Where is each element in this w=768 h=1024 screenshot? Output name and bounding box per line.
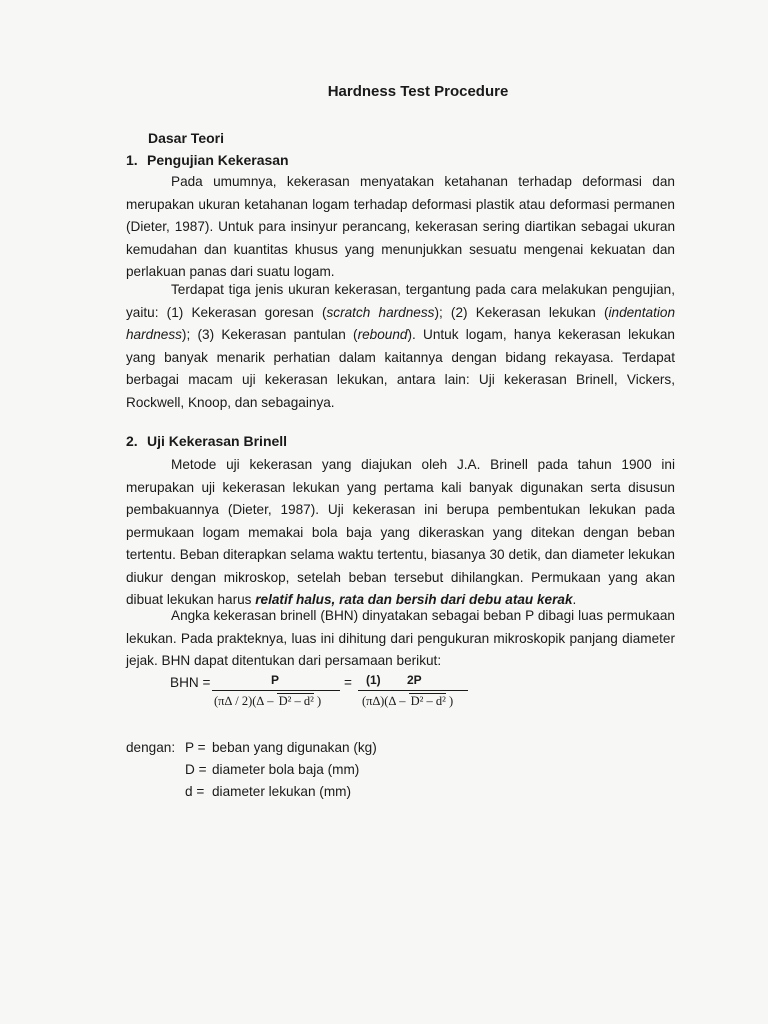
definition-symbol: P = — [185, 740, 206, 755]
section-2-paragraph-1: Metode uji kekerasan yang diajukan oleh J.A. Brinell pada tahun 1900 ini merupakan uji kekerasan lekukan yang pertama kali banyak digunakan serta disusun pembakuannya (Dieter, 1987). Uji kekerasan ini berupa pembentukan lekukan pada permukaan logam memakai bola baja yang dikeraskan yang ditekan dengan beban tertentu. Beban diterapkan selama waktu tertentu, biasanya 30 detik, dan diameter lekukan diukur dengan mikroskop, setelah beban tersebut dihilangkan. Permukaan yang akan dibuat lekukan harus relatif halus, rata dan bersih dari debu atau kerak. — [126, 457, 675, 607]
formula-fraction-line-1 — [212, 690, 340, 691]
formula-denominator-2: (π∆)(∆ – D² – d² ) — [362, 694, 454, 708]
formula-numerator-2: 2P — [407, 673, 422, 687]
definitions-lead: dengan: — [126, 740, 176, 755]
formula-numerator-1: P — [271, 673, 280, 687]
section-2-number: 2. — [126, 433, 138, 449]
definition-text: diameter bola baja (mm) — [212, 762, 360, 777]
sqrt-symbol-2: D² – d² — [410, 694, 446, 708]
formula-denominator-1: (π∆ / 2)(∆ – D² – d² ) — [214, 694, 322, 708]
section-intro-heading: Dasar Teori — [148, 130, 224, 146]
section-2-paragraph-2: Angka kekerasan brinell (BHN) dinyatakan sebagai beban P dibagi luas permukaan lekukan. Pada prakteknya, luas ini dihitung dari pengukuran mikroskopik panjang diameter jejak. BHN dapat ditentukan dari persamaan berikut: — [126, 608, 675, 668]
definition-symbol: D = — [185, 762, 207, 777]
section-1-paragraph-1: Pada umumnya, kekerasan menyatakan ketahanan terhadap deformasi dan merupakan ukuran ketahanan logam terhadap deformasi plastik atau deformasi permanen (Dieter, 1987). Untuk para insinyur perancang, kekerasan sering diartikan sebagai ukuran kemudahan dan kuantitas khusus yang menunjukkan sesuatu mengenai kekuatan dan perlakuan panas dari suatu logam. — [126, 174, 675, 279]
section-1-paragraph-2: Terdapat tiga jenis ukuran kekerasan, tergantung pada cara melakukan pengujian, yaitu: (1) Kekerasan goresan (scratch hardness); (2) Kekerasan lekukan (indentation hardness); (3) Kekerasan pantulan (rebound). Untuk logam, hanya kekerasan lekukan yang banyak menarik perhatian dalam kaitannya dengan bidang rekayasa. Terdapat berbagai macam uji kekerasan lekukan, antara lain: Uji kekerasan Brinell, Vickers, Rockwell, Knoop, dan sebagainya. — [126, 282, 675, 410]
formula-lhs: BHN = — [170, 675, 211, 690]
sqrt-symbol-1: D² – d² — [278, 694, 314, 708]
definition-text: diameter lekukan (mm) — [212, 784, 351, 799]
section-1-title: Pengujian Kekerasan — [147, 152, 289, 168]
definition-symbol: d = — [185, 784, 205, 799]
formula-fraction-line-2 — [358, 690, 468, 691]
formula-equals-2: = — [344, 675, 352, 690]
formula-coefficient: (1) — [366, 673, 381, 687]
section-1-number: 1. — [126, 152, 138, 168]
section-2-title: Uji Kekerasan Brinell — [147, 433, 288, 449]
section-2-heading — [126, 433, 287, 449]
definition-text: beban yang digunakan (kg) — [212, 740, 377, 755]
document-title: Hardness Test Procedure — [327, 83, 509, 100]
